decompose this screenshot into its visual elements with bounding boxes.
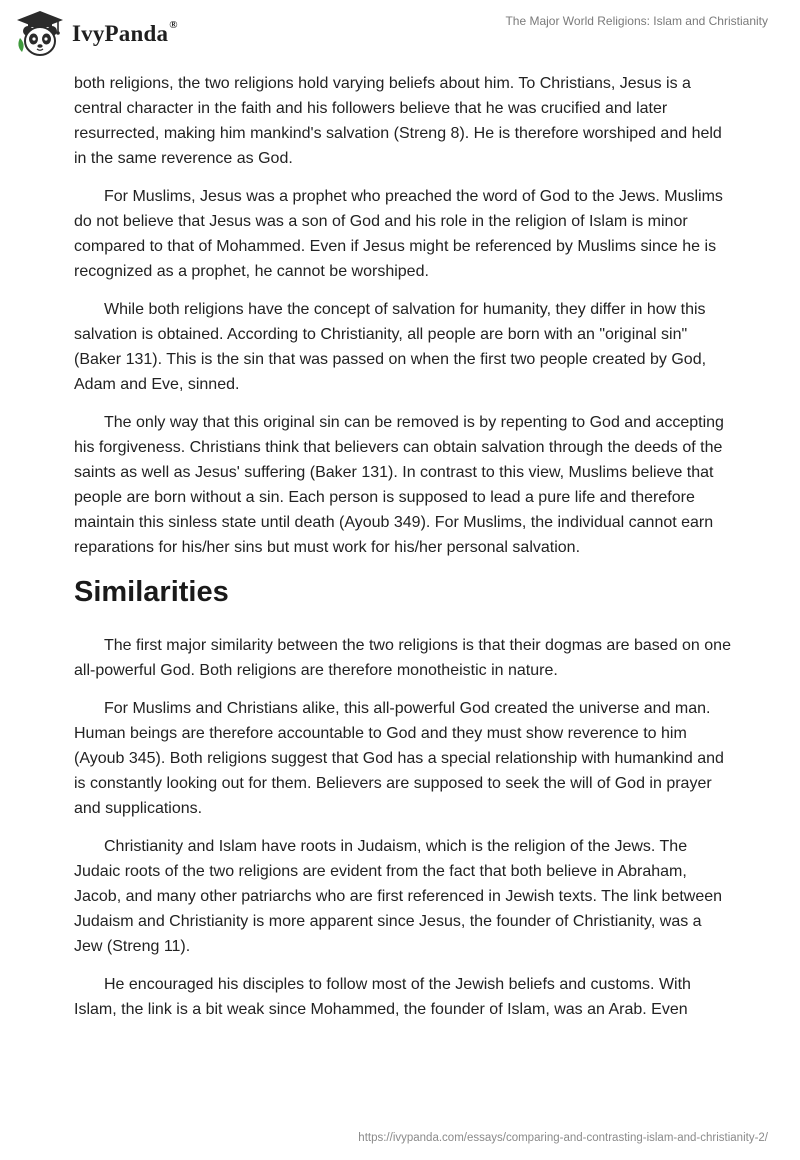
paragraph-1: both religions, the two religions hold varying beliefs about him. To Christians, Jesus is a central character in the faith and his followers believe that he was crucified and later resurrected, making him mankind's salvation (Streng 8). He is therefore worshiped and held in the same reverence as God. xyxy=(74,75,722,167)
essay-body xyxy=(74,71,734,1035)
panda-graduate-icon xyxy=(14,8,66,60)
paragraph-3: While both religions have the concept of salvation for humanity, they differ in how this salvation is obtained. According to Christianity, all people are born with an "original sin" (Baker 131). This is the sin that was passed on when the first two people created by God, Adam and Eve, sinned. xyxy=(74,301,707,393)
section-heading-similarities: Similarities xyxy=(74,576,229,608)
paragraph-5: The first major similarity between the two religions is that their dogmas are based on one all-powerful God. Both religions are therefore monotheistic in nature. xyxy=(74,637,731,679)
paragraph-8: He encouraged his disciples to follow most of the Jewish beliefs and customs. With Islam, the link is a bit weak since Mohammed, the founder of Islam, was an Arab. Even xyxy=(74,976,691,1018)
logo-wordmark: IvyPanda® xyxy=(72,19,178,46)
paragraph-4: The only way that this original sin can be removed is by repenting to God and accepting his forgiveness. Christians think that believers can obtain salvation through the deeds of the saints as well as Jesus' suffering (Baker 131). In contrast to this view, Muslims believe that people are born without a sin. Each person is supposed to lead a pure life and therefore maintain this sinless state until death (Ayoub 349). For Muslims, the individual cannot earn reparations for his/her sins but must work for his/her personal salvation. xyxy=(74,414,724,556)
ivypanda-logo[interactable] xyxy=(14,8,178,60)
paragraph-2: For Muslims, Jesus was a prophet who preached the word of God to the Jews. Muslims do not believe that Jesus was a son of God and his role in the religion of Islam is minor compared to that of Mohammed. Even if Jesus might be referenced by Muslims since he is recognized as a prophet, he cannot be worshiped. xyxy=(74,188,723,280)
document-title: The Major World Religions: Islam and Christianity xyxy=(505,14,768,28)
paragraph-7: Christianity and Islam have roots in Judaism, which is the religion of the Jews. The Judaic roots of the two religions are evident from the fact that both believe in Abraham, Jacob, and many other patriarchs who are first referenced in Jewish texts. The link between Judaism and Christianity is more apparent since Jesus, the founder of Christianity, was a Jew (Streng 11). xyxy=(74,838,723,955)
registered-mark: ® xyxy=(169,19,178,32)
page-header xyxy=(0,0,800,70)
paragraph-6: For Muslims and Christians alike, this all-powerful God created the universe and man. Human beings are therefore accountable to God and they must show reverence to him (Ayoub 345). Both religions suggest that God has a special relationship with humankind and is constantly looking out for them. Believers are supposed to seek the will of God in prayer and supplications. xyxy=(74,700,724,817)
source-url[interactable]: https://ivypanda.com/essays/comparing-and-contrasting-islam-and-christianity-2/ xyxy=(358,1132,768,1144)
